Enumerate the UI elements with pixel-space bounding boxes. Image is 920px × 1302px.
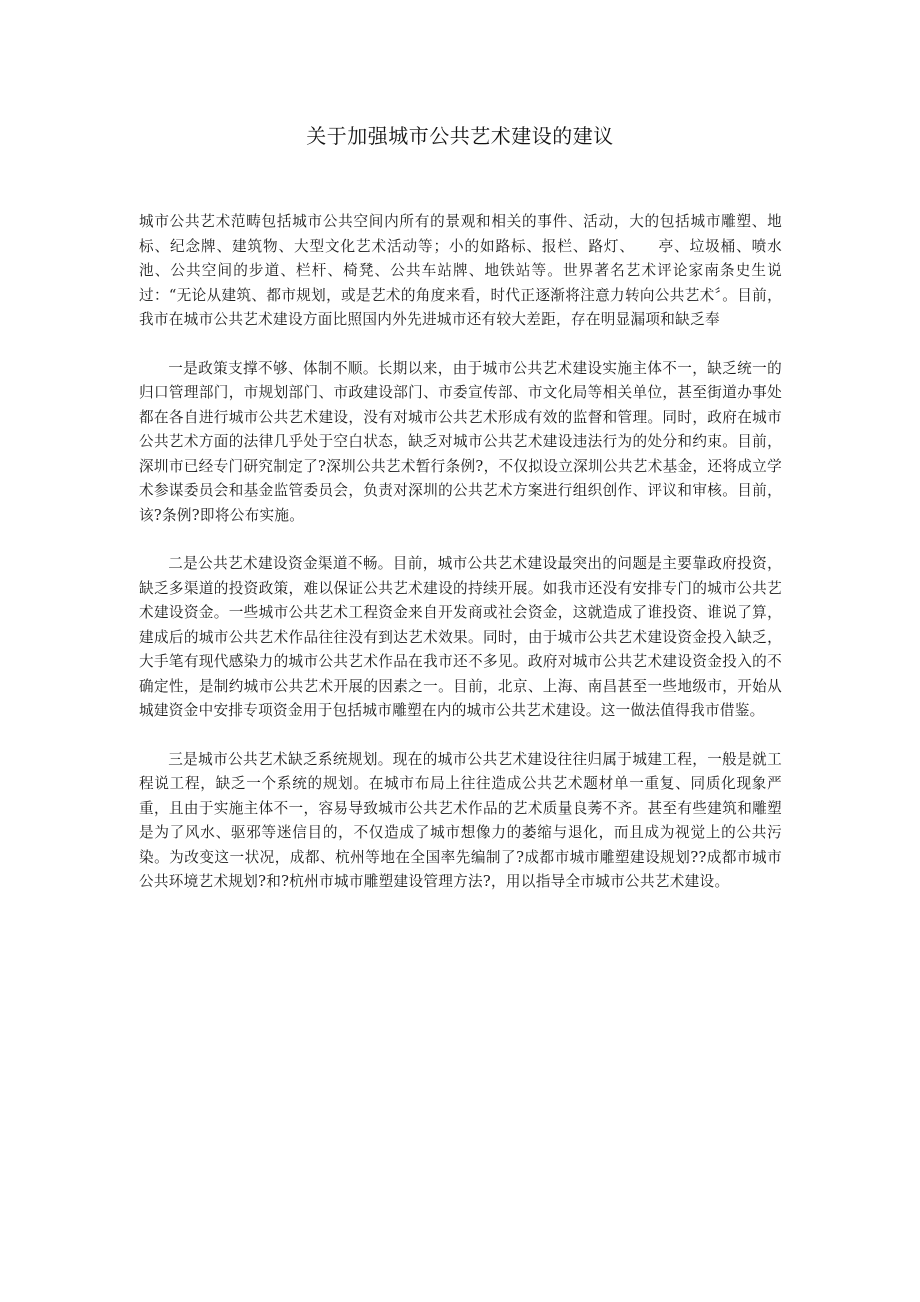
document-body — [139, 210, 782, 895]
paragraph-policy-support: 一是政策支撑不够、体制不顺。长期以来，由于城市公共艺术建设实施主体不一，缺乏统一的归口管理部门，市规划部门、市政建设部门、市委宣传部、市文化局等相关单位，甚至街道办事处都在各自进行城市公共艺术建设，没有对城市公共艺术形成有效的监督和管理。同时，政府在城市公共艺术方面的法律几乎处于空白状态，缺乏对城市公共艺术建设违法行为的处分和约束。目前，深圳市已经专门研究制定了?深圳公共艺术暂行条例?，不仅拟设立深圳公共艺术基金，还将成立学术参谋委员会和基金监管委员会，负责对深圳的公共艺术方案进行组织创作、评议和审核。目前，该?条例?即将公布实施。 — [139, 359, 782, 524]
paragraph-system-planning: 三是城市公共艺术缺乏系统规划。现在的城市公共艺术建设往往归属于城建工程，一般是就工程说工程，缺乏一个系统的规划。在城市布局上往往造成公共艺术题材单一重复、同质化现象严重，且由于实施主体不一，容易导致城市公共艺术作品的艺术质量良莠不齐。甚至有些建筑和雕塑是为了风水、驱邪等迷信目的，不仅造成了城市想像力的萎缩与退化，而且成为视觉上的公共污染。为改变这一状况，成都、杭州等地在全国率先编制了?成都市城市雕塑建设规划??成都市城市公共环境艺术规划?和?杭州市城市雕塑建设管理方法?，用以指导全市城市公共艺术建设。 — [139, 750, 782, 890]
paragraph-intro: 城市公共艺术范畴包括城市公共空间内所有的景观和相关的事件、活动，大的包括城市雕塑、地标、纪念牌、建筑物、大型文化艺术活动等；小的如路标、报栏、路灯、 亭、垃圾桶、喷水池、公共空间的步道、栏杆、椅凳、公共车站牌、地铁站等。世界著名艺术评论家南条史生说过：“无论从建筑、都市规划，或是艺术的角度来看，时代正逐渐将注意力转向公共艺术〞。目前，我市在城市公共艺术建设方面比照国内外先进城市还有较大差距，存在明显漏项和缺乏奉 — [139, 213, 782, 328]
document-title: 关于加强城市公共艺术建设的建议 — [306, 124, 614, 148]
paragraph-funding-channels: 二是公共艺术建设资金渠道不畅。目前，城市公共艺术建设最突出的问题是主要靠政府投资，缺乏多渠道的投资政策，难以保证公共艺术建设的持续开展。如我市还没有安排专门的城市公共艺术建设资金。一些城市公共艺术工程资金来自开发商或社会资金，这就造成了谁投资、谁说了算，建成后的城市公共艺术作品往往没有到达艺术效果。同时，由于城市公共艺术建设资金投入缺乏，大手笔有现代感染力的城市公共艺术作品在我市还不多见。政府对城市公共艺术建设资金投入的不确定性，是制约城市公共艺术开展的因素之一。目前，北京、上海、南昌甚至一些地级市，开始从城建资金中安排专项资金用于包括城市雕塑在内的城市公共艺术建设。这一做法值得我市借鉴。 — [139, 555, 782, 719]
